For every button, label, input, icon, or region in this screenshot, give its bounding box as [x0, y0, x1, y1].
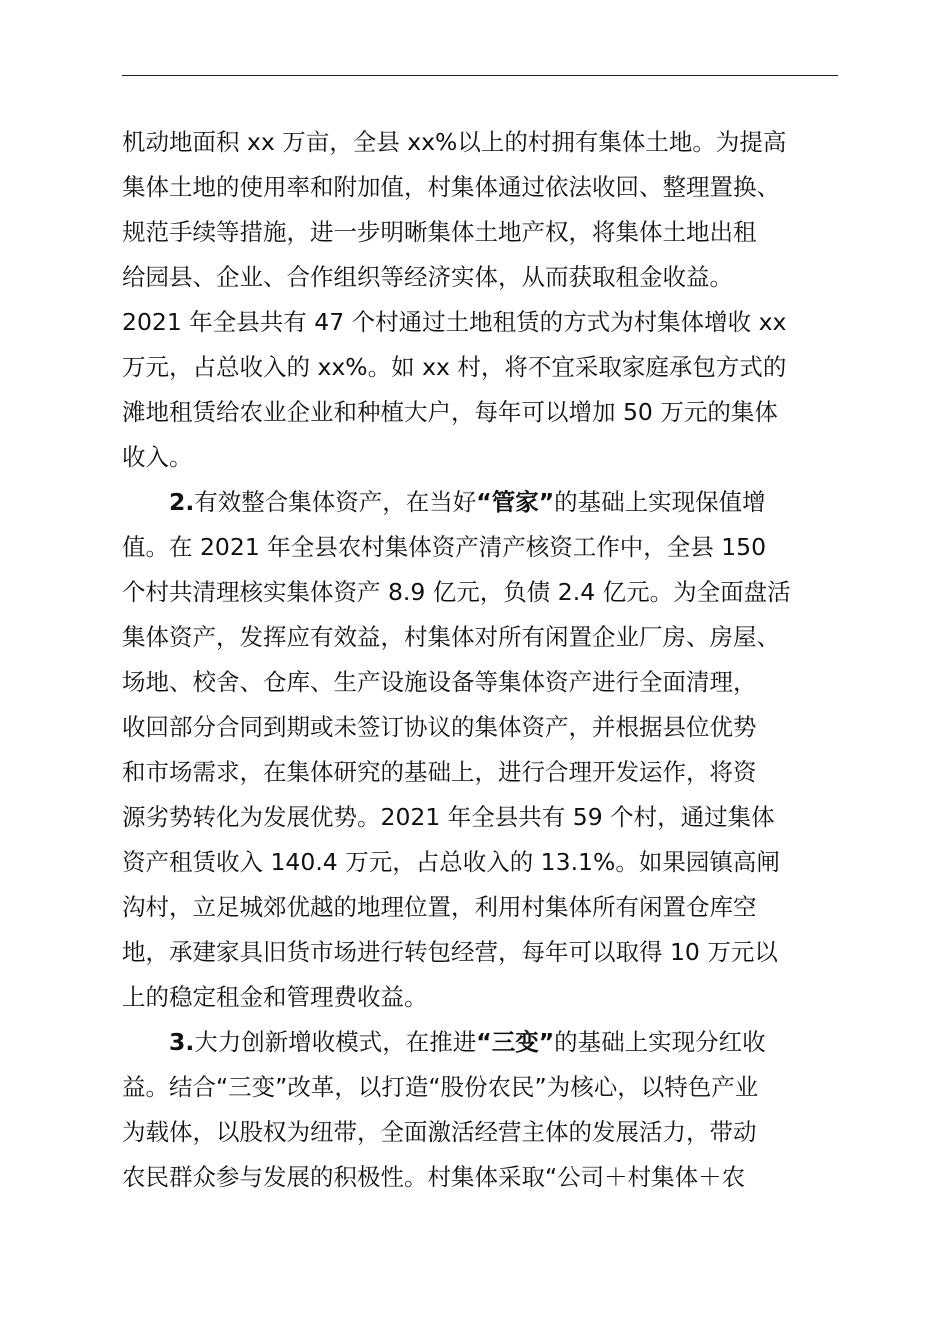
- body-text: [122, 120, 838, 1200]
- text-line: 个村共清理核实集体资产 8.9 亿元，负债 2.4 亿元。为全面盘活: [122, 578, 791, 606]
- header-rule: [122, 75, 838, 76]
- paragraph-3-heading-a: 大力创新增收模式，在推进: [194, 1028, 477, 1056]
- text-line: 上的稳定租金和管理费收益。: [122, 983, 428, 1011]
- text-line: 集体资产，发挥应有效益，村集体对所有闲置企业厂房、房屋、: [122, 623, 780, 651]
- text-line: 源劣势转化为发展优势。2021 年全县共有 59 个村，通过集体: [122, 803, 775, 831]
- text-line: 收入。: [122, 443, 193, 471]
- text-line: 地，承建家具旧货市场进行转包经营，每年可以取得 10 万元以: [122, 938, 778, 966]
- paragraph-2-first-line: [122, 480, 838, 525]
- text-line: 沟村，立足城郊优越的地理位置，利用村集体所有闲置仓库空: [122, 893, 757, 921]
- text-line: 值。在 2021 年全县农村集体资产清产核资工作中，全县 150: [122, 533, 767, 561]
- text-line: 滩地租赁给农业企业和种植大户，每年可以增加 50 万元的集体: [122, 398, 778, 426]
- paragraph-3-number: 3.: [169, 1028, 195, 1056]
- text-line: 集体土地的使用率和附加值，村集体通过依法收回、整理置换、: [122, 173, 780, 201]
- paragraph-2-heading-rest: 的基础上实现保值增: [554, 488, 766, 516]
- text-line: 为载体，以股权为纽带，全面激活经营主体的发展活力，带动: [122, 1118, 757, 1146]
- paragraph-3: [122, 1020, 838, 1200]
- paragraph-3-heading-rest: 的基础上实现分红收: [554, 1028, 766, 1056]
- paragraph-2-heading-quote: “管家”: [476, 488, 555, 516]
- text-line: 机动地面积 xx 万亩，全县 xx%以上的村拥有集体土地。为提高: [122, 128, 787, 156]
- paragraph-2: [122, 480, 838, 1020]
- text-line: 农民群众参与发展的积极性。村集体采取“公司＋村集体＋农: [122, 1163, 746, 1191]
- text-line: 万元，占总收入的 xx%。如 xx 村，将不宜采取家庭承包方式的: [122, 353, 787, 381]
- text-line: 收回部分合同到期或未签订协议的集体资产，并根据县位优势: [122, 713, 757, 741]
- text-line: 规范手续等措施，进一步明晰集体土地产权，将集体土地出租: [122, 218, 757, 246]
- text-line: 2021 年全县共有 47 个村通过土地租赁的方式为村集体增收 xx: [122, 308, 787, 336]
- text-line: 益。结合“三变”改革，以打造“股份农民”为核心，以特色产业: [122, 1073, 759, 1101]
- text-line: 资产租赁收入 140.4 万元，占总收入的 13.1%。如果园镇高闸: [122, 848, 780, 876]
- paragraph-1: [122, 120, 838, 480]
- text-line: 给园县、企业、合作组织等经济实体，从而获取租金收益。: [122, 263, 733, 291]
- paragraph-3-heading-quote: “三变”: [476, 1028, 555, 1056]
- text-line: 和市场需求，在集体研究的基础上，进行合理开发运作，将资: [122, 758, 757, 786]
- text-line: 场地、校舍、仓库、生产设施设备等集体资产进行全面清理，: [122, 668, 757, 696]
- paragraph-2-heading-a: 有效整合集体资产，在当好: [194, 488, 477, 516]
- paragraph-2-number: 2.: [169, 488, 195, 516]
- paragraph-3-first-line: [122, 1020, 838, 1065]
